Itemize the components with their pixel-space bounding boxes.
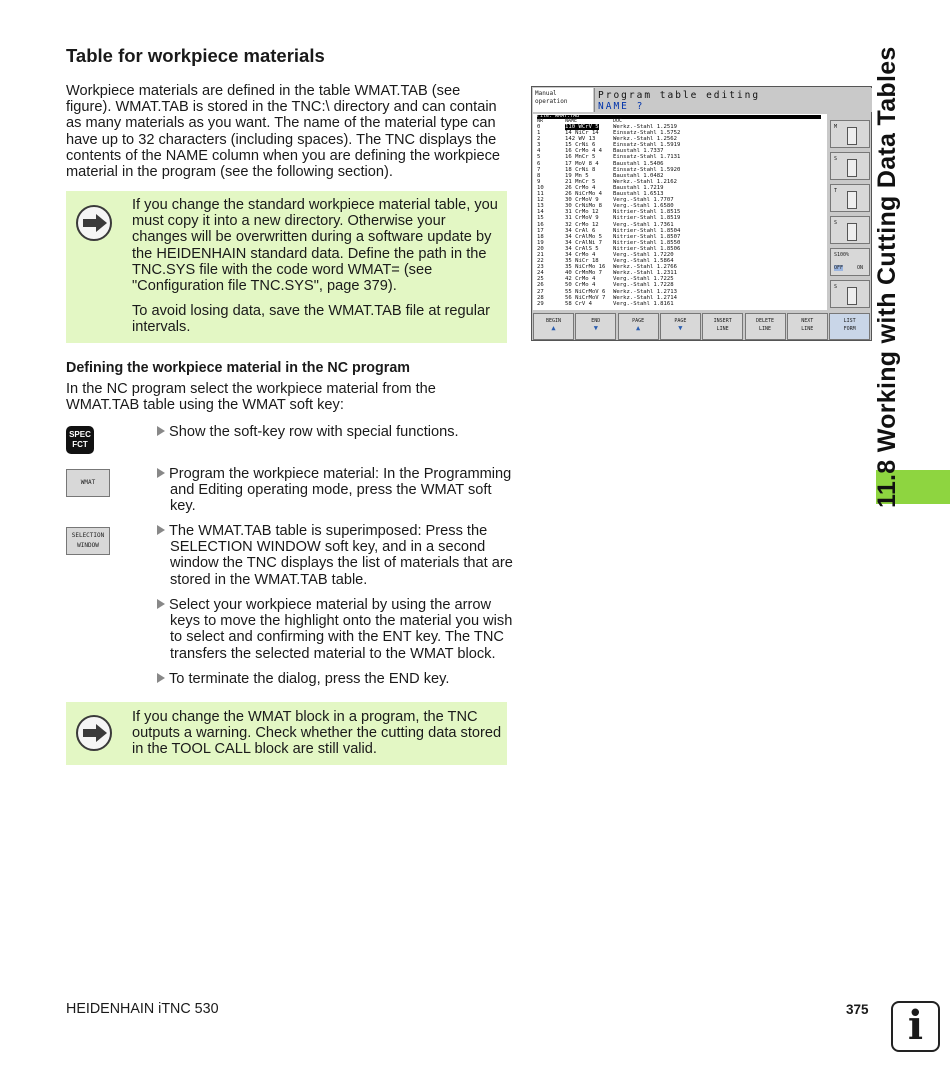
triangle-bullet-icon bbox=[157, 673, 165, 683]
chapter-title-vertical: 11.8 Working with Cutting Data Tables bbox=[873, 46, 901, 508]
screen-softkey-row bbox=[533, 313, 871, 340]
table-row[interactable]: 3 15 CrNi 6 Einsatz-Stahl 1.5919 bbox=[537, 142, 681, 149]
screen-softkey[interactable]: LIST FORM bbox=[829, 313, 870, 340]
triangle-bullet-icon bbox=[157, 426, 165, 436]
side-softkey[interactable]: S100% OFF ON bbox=[830, 248, 870, 276]
table-row[interactable]: 2 142 WV 13 Werkz.-Stahl 1.2562 bbox=[537, 136, 677, 143]
side-softkey[interactable]: S bbox=[830, 152, 870, 180]
arrow-up-icon: ▲ bbox=[551, 324, 556, 332]
info-icon: i bbox=[891, 1001, 940, 1052]
arrow-right-icon bbox=[76, 205, 112, 241]
step-item: Show the soft-key row with special functions. bbox=[157, 424, 520, 440]
note1-text: If you change the standard workpiece material table, you must copy it into a new directory. Otherwise your changes will be overwritten during a software update by the HEIDENHAIN standard data. Define the path in the TNC.SYS file with the code word WMAT= (see "Configuration file TNC.SYS", page 379). bbox=[132, 197, 498, 295]
table-row[interactable]: 28 56 NiCrMoV 7 Werkz.-Stahl 1.2714 bbox=[537, 294, 677, 301]
table-row[interactable]: 18 34 CrAlMo 5 Nitrier-Stahl 1.8507 bbox=[537, 233, 681, 240]
section-title: Table for workpiece materials bbox=[66, 45, 325, 66]
intro-paragraph: Workpiece materials are defined in the table WMAT.TAB (see figure). WMAT.TAB is stored in the TNC:\ directory and can contain as many materials as you want. The name of the material type can have up to 32 characters (including spaces). The TNC displays the contents of the NAME column when you are defining the workpiece material in the program (see the following section). bbox=[66, 83, 501, 181]
step-item: To terminate the dialog, press the END key. bbox=[157, 671, 520, 687]
page-number: 375 bbox=[846, 1002, 869, 1017]
wmat-softkey[interactable]: WMAT bbox=[66, 469, 110, 497]
table-row[interactable]: 25 42 CrMo 4 Verg.-Stahl 1.7225 bbox=[537, 276, 674, 283]
table-row[interactable]: 14 31 CrMo 12 Nitrier-Stahl 1.8515 bbox=[537, 209, 681, 216]
screen-softkey[interactable]: DELETE LINE bbox=[745, 313, 786, 340]
machine-icon bbox=[847, 127, 857, 145]
table-row[interactable]: 0 110 WCrV 5 Werkz.-Stahl 1.2519 bbox=[537, 124, 677, 130]
table-row[interactable]: 15 31 CrMoV 9 Nitrier-Stahl 1.8519 bbox=[537, 215, 681, 222]
table-row[interactable]: 7 18 CrNi 8 Einsatz-Stahl 1.5920 bbox=[537, 166, 681, 173]
table-row[interactable]: 13 30 CrNiMo 8 Verg.-Stahl 1.6580 bbox=[537, 203, 674, 210]
spec-fct-key[interactable]: SPEC FCT bbox=[66, 426, 94, 454]
table-row[interactable]: 20 34 CrAlS 5 Nitrier-Stahl 1.8506 bbox=[537, 245, 681, 252]
screen-side-panel bbox=[828, 114, 871, 310]
arrow-down-icon: ▼ bbox=[678, 324, 683, 332]
screen-softkey[interactable]: END ▼ bbox=[575, 313, 616, 340]
table-row[interactable]: 1 14 NiCr 14 Einsatz-Stahl 1.5752 bbox=[537, 130, 681, 137]
machine-icon bbox=[847, 159, 857, 177]
table-row[interactable]: 11 26 NiCrMo 4 Baustahl 1.6513 bbox=[537, 191, 664, 198]
table-row[interactable]: 17 34 CrAl 6 Nitrier-Stahl 1.8504 bbox=[537, 227, 681, 234]
note2-text: If you change the WMAT block in a program, the TNC outputs a warning. Check whether the cutting data stored in the TOOL CALL block are still valid. bbox=[132, 709, 502, 758]
side-softkey[interactable]: S bbox=[830, 216, 870, 244]
side-softkey[interactable]: T bbox=[830, 184, 870, 212]
step-item: The WMAT.TAB table is superimposed: Press the SELECTION WINDOW soft key, and in a second window the TNC displays the list of materials that are stored in the WMAT.TAB table. bbox=[157, 523, 520, 588]
machine-icon bbox=[847, 223, 857, 241]
step-item: Select your workpiece material by using the arrow keys to move the highlight onto the material you wish to select and confirming with the ENT key. The TNC transfers the selected material to the WMAT block. bbox=[157, 597, 520, 662]
table-row[interactable]: 24 40 CrMnMo 7 Werkz.-Stahl 1.2311 bbox=[537, 270, 677, 277]
arrow-up-icon: ▲ bbox=[635, 324, 641, 332]
side-softkey[interactable]: S bbox=[830, 280, 870, 308]
screen-softkey[interactable]: PAGE ▼ bbox=[660, 313, 701, 340]
table-row[interactable]: 6 17 MoV 8 4 Baustahl 1.5406 bbox=[537, 160, 664, 167]
table-row[interactable]: 26 50 CrMo 4 Verg.-Stahl 1.7228 bbox=[537, 282, 674, 289]
note-box-2 bbox=[66, 702, 507, 765]
table-row[interactable]: 5 16 MnCr 5 Einsatz-Stahl 1.7131 bbox=[537, 154, 681, 161]
arrow-down-icon: ▼ bbox=[593, 324, 598, 332]
tnc-screen bbox=[531, 86, 872, 341]
table-row[interactable]: 8 19 Mn 5 Baustahl 1.0482 bbox=[537, 172, 664, 179]
subsection-intro: In the NC program select the workpiece material from the WMAT.TAB table using the WMAT soft key: bbox=[66, 381, 436, 414]
table-row[interactable]: 16 32 CrMo 12 Verg.-Stahl 1.7361 bbox=[537, 221, 674, 228]
triangle-bullet-icon bbox=[157, 468, 165, 478]
wmat-table: File: WMAT.TAB NR NAME DOC 0 110 WCrV 5 Werkz.-Stahl 1.2519 1 14 NiCr 14 Einsatz-Stahl 1.5752 2 142 WV 13 Werkz.-Stahl 1.2562 3 15 CrNi 6 Einsatz-Stahl 1.5919 4 16 CrMo 4 4 Baustahl 1.7337 5 16 MnCr 5 Einsatz-Stahl 1.7131 6 17 MoV 8 4 Baustahl 1.5406 7 18 CrNi 8 Einsatz-Stahl 1.5920 8 19 Mn 5 Baustahl 1.0482 9 21 MnCr 5 Werkz.-Stahl 1.2162 10 26 CrMo 4 Baustahl 1.7219 11 26 NiCrMo 4 Baustahl 1.6513 12 30 CrMoV 9 Verg.-Stahl 1.7707 13 30 CrNiMo 8 Verg.-Stahl 1.6580 14 31 CrMo 12 Nitrier-Stahl 1.8515 15 31 CrMoV 9 Nitrier-Stahl 1.8519 16 32 CrMo 12 Verg.-Stahl 1.7361 17 34 CrAl 6 Nitrier-Stahl 1.8504 18 34 CrAlMo 5 Nitrier-Stahl 1.8507 19 34 CrAlNi 7 Nitrier-Stahl 1.8550 20 34 CrAlS 5 Nitrier-Stahl 1.8506 21 34 CrMo 4 Verg.-Stahl 1.7220 22 35 NiCr 18 Verg.-Stahl 1.5864 23 35 NiCrMo 16 Werkz.-Stahl 1.2766 24 40 CrMnMo 7 Werkz.-Stahl 1.2311 25 42 CrMo 4 Verg.-Stahl 1.7225 26 50 CrMo 4 Verg.-Stahl 1.7228 27 55 NiCrMoV 6 Werkz.-Stahl 1.2713 28 56 NiCrMoV 7 Werkz.-Stahl 1.2714 29 58 CrV 4 Verg.-Stahl 1.8161 bbox=[533, 114, 827, 310]
triangle-bullet-icon bbox=[157, 599, 165, 609]
screen-softkey[interactable]: NEXT LINE bbox=[787, 313, 828, 340]
table-row[interactable]: 19 34 CrAlNi 7 Nitrier-Stahl 1.8550 bbox=[537, 239, 681, 246]
subsection-title: Defining the workpiece material in the NC program bbox=[66, 360, 410, 376]
screen-softkey[interactable]: INSERT LINE bbox=[702, 313, 743, 340]
step-item: Program the workpiece material: In the Programming and Editing operating mode, press the WMAT soft key. bbox=[157, 466, 520, 515]
selection-window-softkey[interactable]: SELECTION WINDOW bbox=[66, 527, 110, 555]
table-row[interactable]: 29 58 CrV 4 Verg.-Stahl 1.8161 bbox=[537, 300, 674, 307]
screen-mode-label: Manual operation bbox=[533, 88, 593, 112]
screen-softkey[interactable]: BEGIN ▲ bbox=[533, 313, 574, 340]
table-row[interactable]: 21 34 CrMo 4 Verg.-Stahl 1.7220 bbox=[537, 251, 674, 258]
machine-icon bbox=[847, 287, 857, 305]
screen-softkey[interactable]: PAGE ▲ bbox=[618, 313, 659, 340]
table-row[interactable]: 27 55 NiCrMoV 6 Werkz.-Stahl 1.2713 bbox=[537, 288, 677, 295]
machine-icon bbox=[847, 191, 857, 209]
table-row[interactable]: 9 21 MnCr 5 Werkz.-Stahl 1.2162 bbox=[537, 178, 677, 185]
triangle-bullet-icon bbox=[157, 525, 165, 535]
table-row[interactable]: 10 26 CrMo 4 Baustahl 1.7219 bbox=[537, 184, 664, 191]
note-box-1 bbox=[66, 191, 507, 343]
arrow-right-icon bbox=[76, 715, 112, 751]
note1-text-2: To avoid losing data, save the WMAT.TAB file at regular intervals. bbox=[132, 303, 490, 336]
side-softkey[interactable]: M bbox=[830, 120, 870, 148]
screen-header: Program table editing NAME ? bbox=[594, 88, 872, 112]
footer-manual-name: HEIDENHAIN iTNC 530 bbox=[66, 1001, 219, 1017]
table-row[interactable]: 23 35 NiCrMo 16 Werkz.-Stahl 1.2766 bbox=[537, 264, 677, 271]
table-row[interactable]: 12 30 CrMoV 9 Verg.-Stahl 1.7707 bbox=[537, 197, 674, 204]
table-row[interactable]: 22 35 NiCr 18 Verg.-Stahl 1.5864 bbox=[537, 258, 674, 265]
table-row[interactable]: 4 16 CrMo 4 4 Baustahl 1.7337 bbox=[537, 148, 664, 155]
